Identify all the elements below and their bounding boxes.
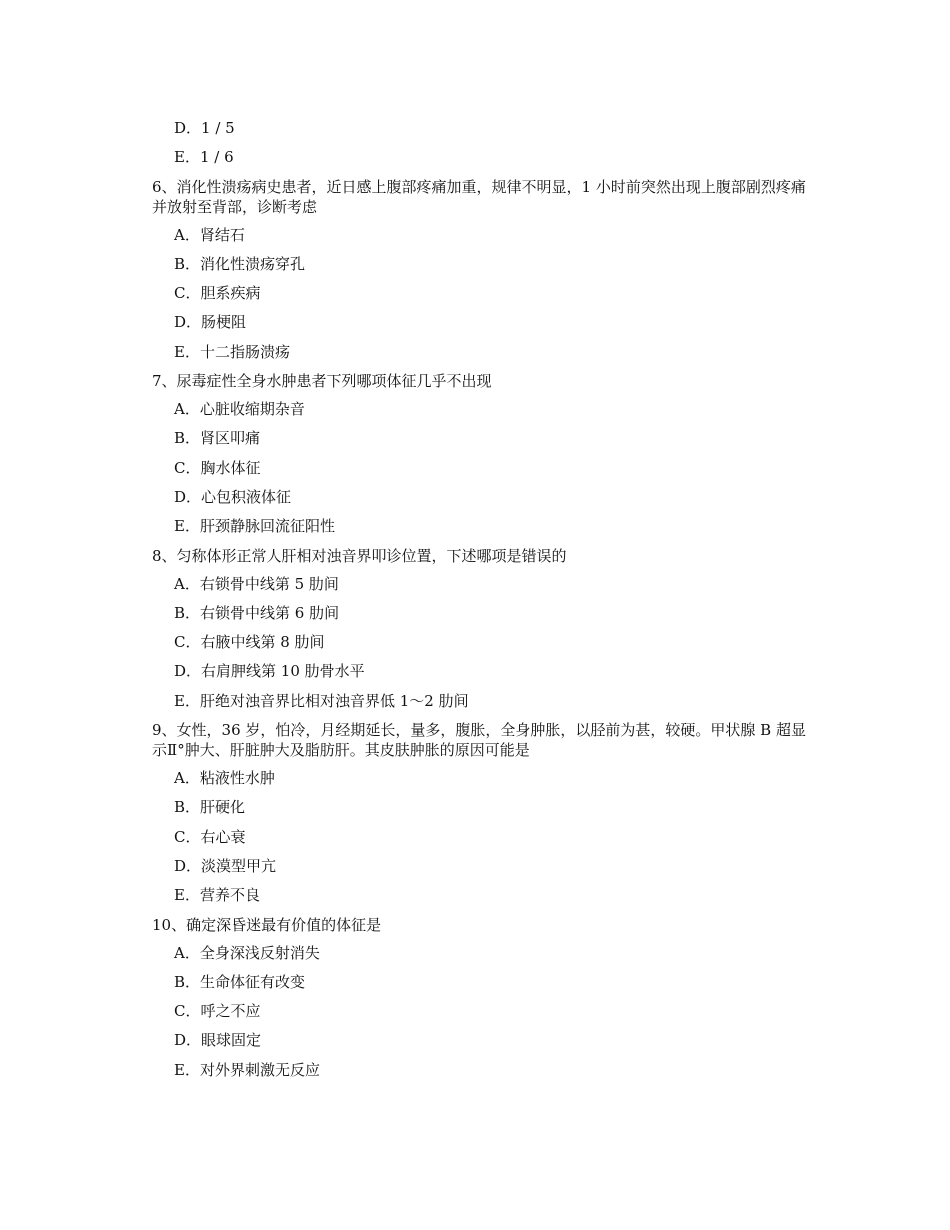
question-6-option-a: A．肾结石 xyxy=(174,225,245,244)
question-9-stem: 9、女性，36 岁，怕冷，月经期延长，量多，腹胀，全身肿胀，以胫前为甚，较硬。甲状腺 B 超显示Ⅱ°肿大、肝脏肿大及脂肪肝。其皮肤肿胀的原因可能是 xyxy=(152,721,806,760)
question-9-option-a: A．粘液性水肿 xyxy=(174,769,275,788)
question-10-option-e: E．对外界刺激无反应 xyxy=(174,1060,320,1079)
question-9-option-b: B．肝硬化 xyxy=(174,798,246,817)
question-8-stem: 8、匀称体形正常人肝相对浊音界叩诊位置，下述哪项是错误的 xyxy=(152,546,567,565)
question-8-option-c: C．右腋中线第 8 肋间 xyxy=(174,633,325,652)
question-9-option-e: E．营养不良 xyxy=(174,886,260,905)
question-7-stem: 7、尿毒症性全身水肿患者下列哪项体征几乎不出现 xyxy=(152,372,492,391)
option-pre-e: E．1 / 6 xyxy=(174,148,234,167)
question-7-option-b: B．肾区叩痛 xyxy=(174,429,261,448)
question-10-stem: 10、确定深昏迷最有价值的体征是 xyxy=(152,915,382,934)
question-8-option-d: D．右肩胛线第 10 肋骨水平 xyxy=(174,662,365,681)
document-page xyxy=(152,118,817,1089)
question-10-option-b: B．生命体征有改变 xyxy=(174,972,306,991)
question-10-option-c: C．呼之不应 xyxy=(174,1002,261,1021)
question-6-option-d: D．肠梗阻 xyxy=(174,313,247,332)
question-7-option-c: C．胸水体征 xyxy=(174,458,261,477)
question-8-option-a: A．右锁骨中线第 5 肋间 xyxy=(174,574,339,593)
question-10-option-a: A．全身深浅反射消失 xyxy=(174,943,320,962)
question-9-option-d: D．淡漠型甲亢 xyxy=(174,856,277,875)
question-8-option-b: B．右锁骨中线第 6 肋间 xyxy=(174,603,340,622)
question-7-option-d: D．心包积液体征 xyxy=(174,487,292,506)
question-6-option-e: E．十二指肠溃疡 xyxy=(174,342,290,361)
option-pre-d: D．1 / 5 xyxy=(174,119,235,137)
question-7-option-a: A．心脏收缩期杂音 xyxy=(174,400,305,419)
question-6-option-b: B．消化性溃疡穿孔 xyxy=(174,254,306,273)
question-9-option-c: C．右心衰 xyxy=(174,827,246,846)
question-8-option-e: E．肝绝对浊音界比相对浊音界低 1～2 肋间 xyxy=(174,691,469,710)
question-6-stem: 6、消化性溃疡病史患者，近日感上腹部疼痛加重，规律不明显，1 小时前突然出现上腹部剧烈疼痛并放射至背部，诊断考虑 xyxy=(152,177,806,216)
question-10-option-d: D．眼球固定 xyxy=(174,1031,262,1050)
question-6-option-c: C．胆系疾病 xyxy=(174,284,261,303)
question-7-option-e: E．肝颈静脉回流征阳性 xyxy=(174,517,335,536)
